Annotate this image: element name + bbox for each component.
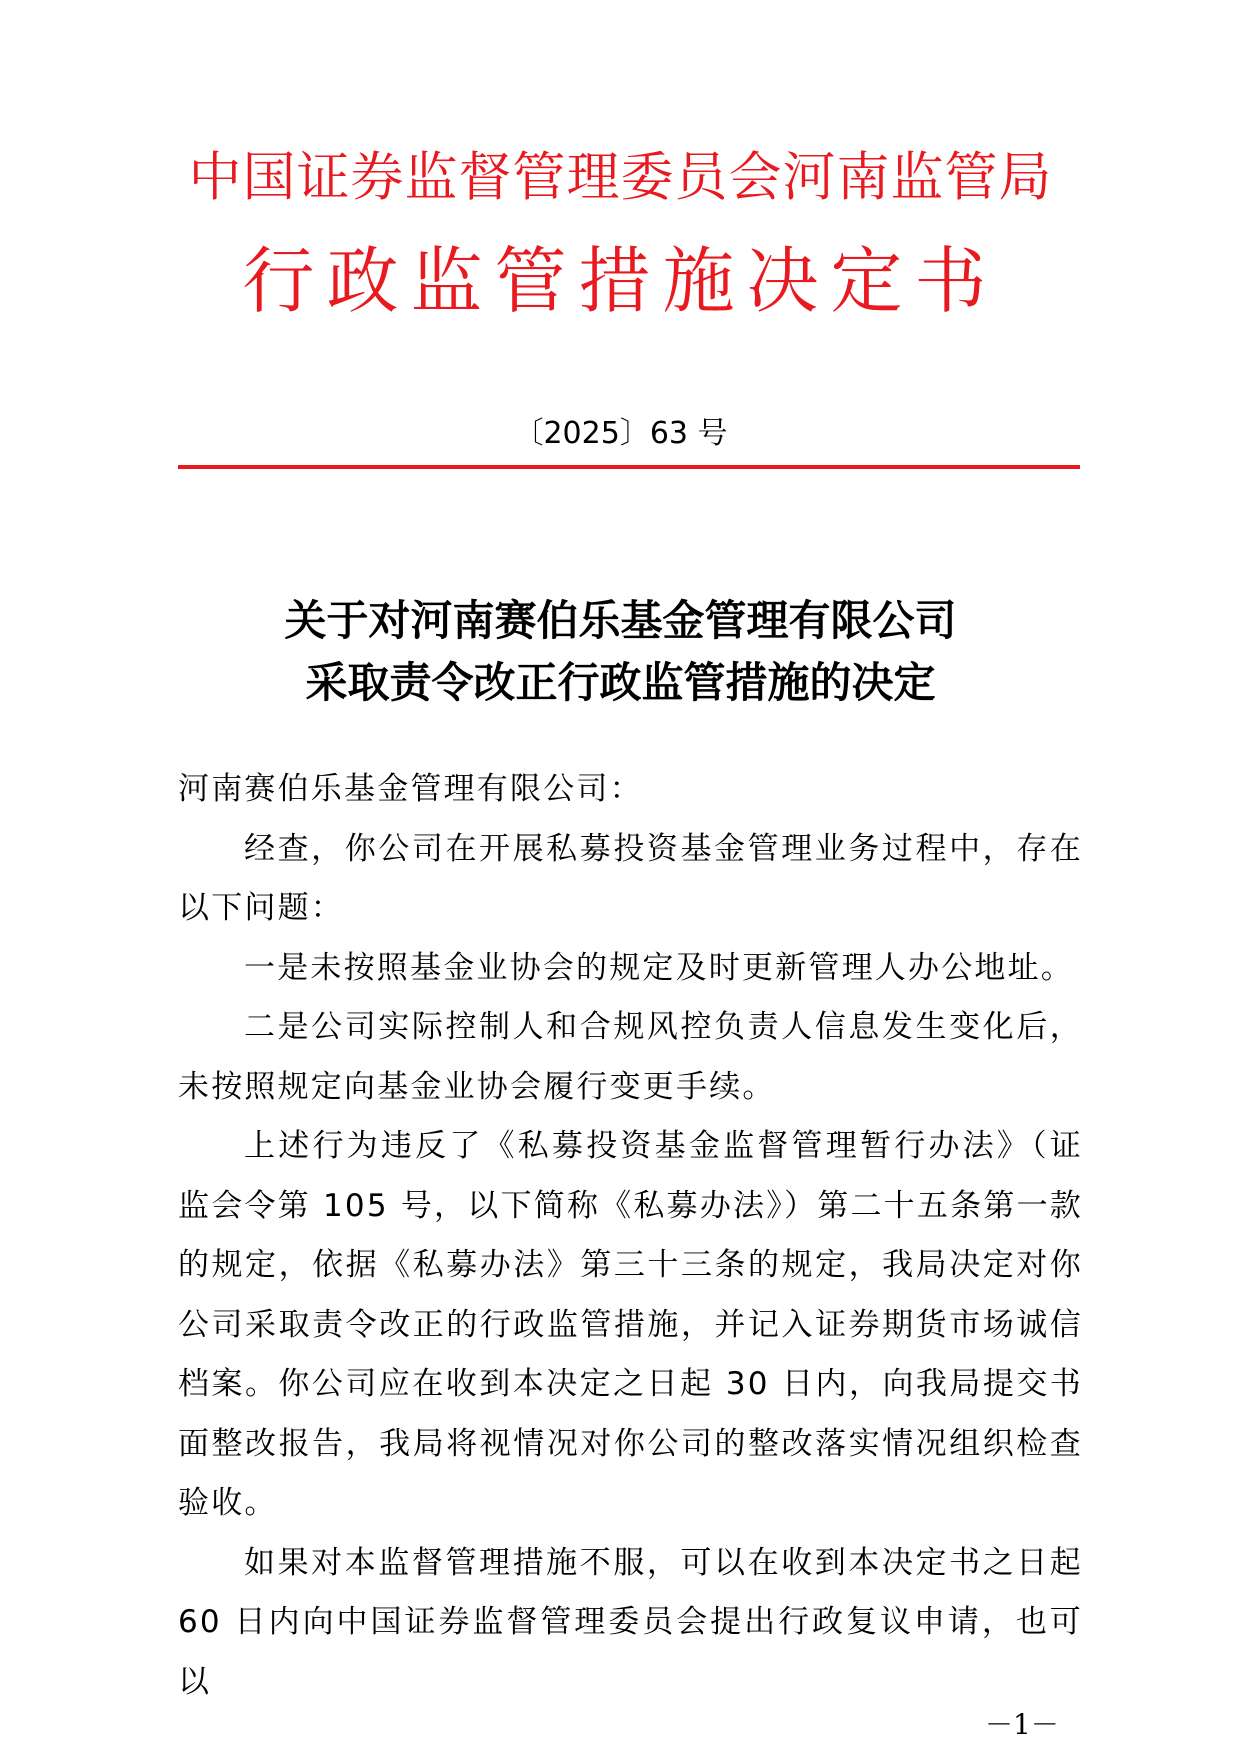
decision-title-line-2: 采取责令改正行政监管措施的决定 [305, 658, 936, 707]
decision-title [0, 590, 1241, 714]
decision-title-line-1: 关于对河南赛伯乐基金管理有限公司 [284, 596, 957, 645]
document-body [178, 760, 1083, 1712]
document-number: 〔2025〕63 号 [513, 416, 728, 451]
body-paragraph-2: 一是未按照基金业协会的规定及时更新管理人办公地址。 [244, 949, 1074, 986]
body-paragraph-1: 经查，你公司在开展私募投资基金管理业务过程中，存在以下问题： [178, 830, 1083, 926]
red-divider-line [178, 465, 1080, 469]
body-paragraph-4: 上述行为违反了《私募投资基金监督管理暂行办法》（证监会令第 105 号，以下简称《私募办法》）第二十五条第一款的规定，依据《私募办法》第三十三条的规定，我局决定对你公司采取责令改正的行政监管措施，并记入证券期货市场诚信档案。你公司应在收到本决定之日起 30 日内，向我局提交书面整改报告，我局将视情况对你公司的整改落实情况组织检查验收。 [178, 1128, 1083, 1521]
document-type-heading: 行政监管措施决定书 [242, 239, 999, 323]
body-paragraph-5: 如果对本监督管理措施不服，可以在收到本决定书之日起 60 日内向中国证券监督管理委员会提出行政复议申请，也可以 [178, 1544, 1083, 1700]
issuer-heading: 中国证券监督管理委员会河南监管局 [188, 147, 1053, 208]
addressee: 河南赛伯乐基金管理有限公司： [178, 771, 643, 807]
page-number: －1－ [985, 1708, 1059, 1741]
body-paragraph-3: 二是公司实际控制人和合规风控负责人信息发生变化后，未按照规定向基金业协会履行变更手续。 [178, 1009, 1083, 1105]
